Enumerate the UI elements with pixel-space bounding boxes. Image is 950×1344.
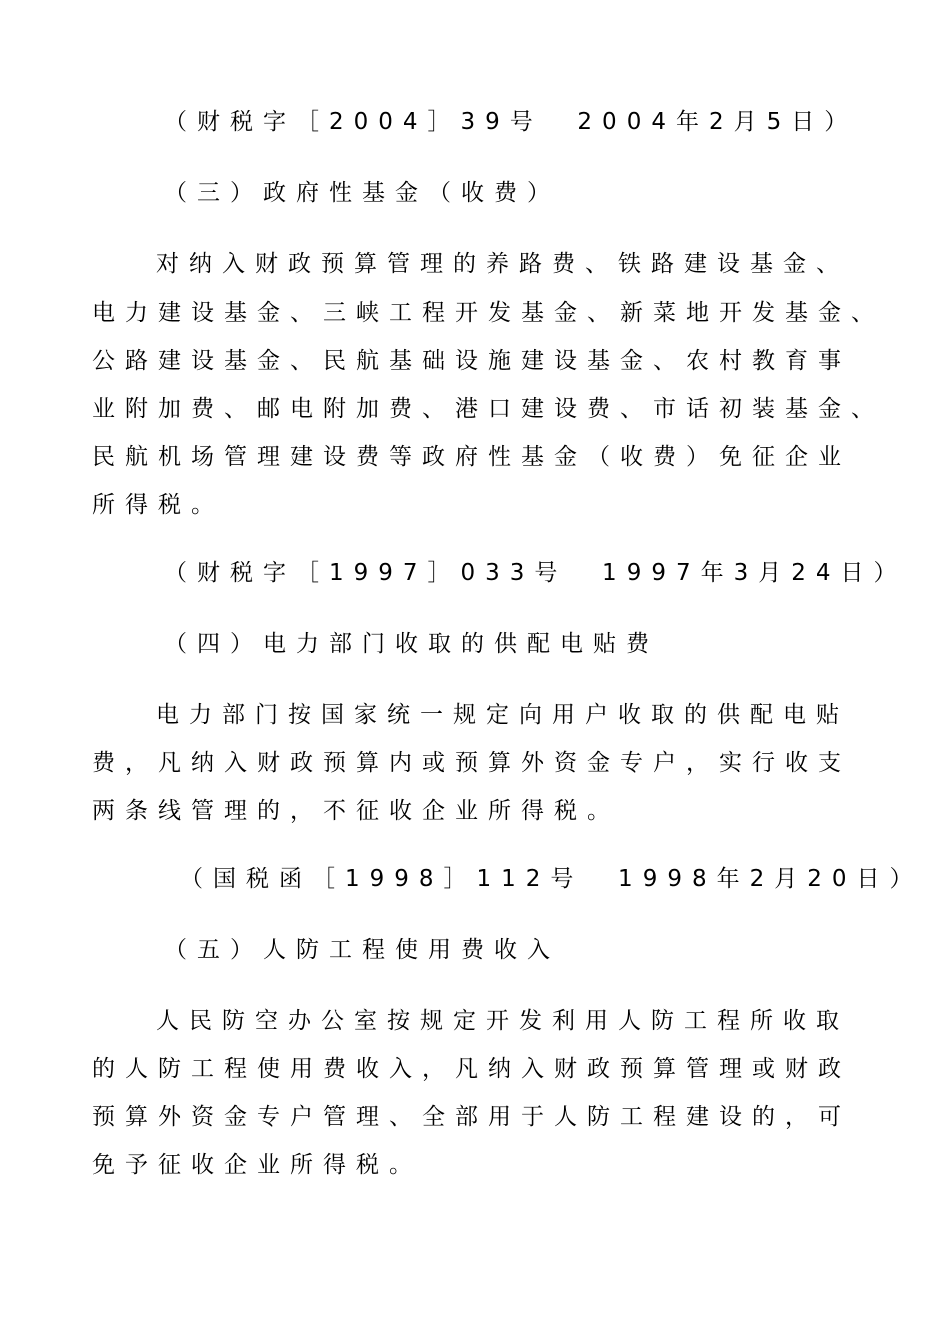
paragraph-line: 民航机场管理建设费等政府性基金（收费）免征企业 (92, 444, 851, 470)
section-heading: （四）电力部门收取的供配电贴费 (164, 631, 659, 657)
paragraph-line: 电力建设基金、三峡工程开发基金、新菜地开发基金、 (92, 300, 884, 326)
paragraph-line: 免予征收企业所得税。 (92, 1152, 422, 1178)
section-heading: （三）政府性基金（收费） (164, 180, 560, 206)
paragraph-line: 电力部门按国家统一规定向用户收取的供配电贴 (156, 702, 849, 728)
paragraph-line: 业附加费、邮电附加费、港口建设费、市话初装基金、 (92, 396, 884, 422)
paragraph-line: 预算外资金专户管理、全部用于人防工程建设的，可 (92, 1104, 851, 1130)
section-heading: （五）人防工程使用费收入 (164, 937, 560, 963)
paragraph-line: 两条线管理的，不征收企业所得税。 (92, 798, 620, 824)
paragraph-line: 公路建设基金、民航基础设施建设基金、农村教育事 (92, 348, 851, 374)
paragraph-line: 所得税。 (92, 492, 224, 518)
paragraph-line: 的人防工程使用费收入，凡纳入财政预算管理或财政 (92, 1056, 851, 1082)
citation-line: （财税字［2004］39号 2004年2月5日） (164, 109, 858, 135)
paragraph-line: 费，凡纳入财政预算内或预算外资金专户，实行收支 (92, 750, 851, 776)
citation-line: （国税函［1998］112号 1998年2月20日） (180, 866, 923, 892)
paragraph-line: 对纳入财政预算管理的养路费、铁路建设基金、 (156, 251, 849, 277)
citation-line: （财税字［1997］033号 1997年3月24日） (164, 560, 907, 586)
paragraph-line: 人民防空办公室按规定开发利用人防工程所收取 (156, 1008, 849, 1034)
